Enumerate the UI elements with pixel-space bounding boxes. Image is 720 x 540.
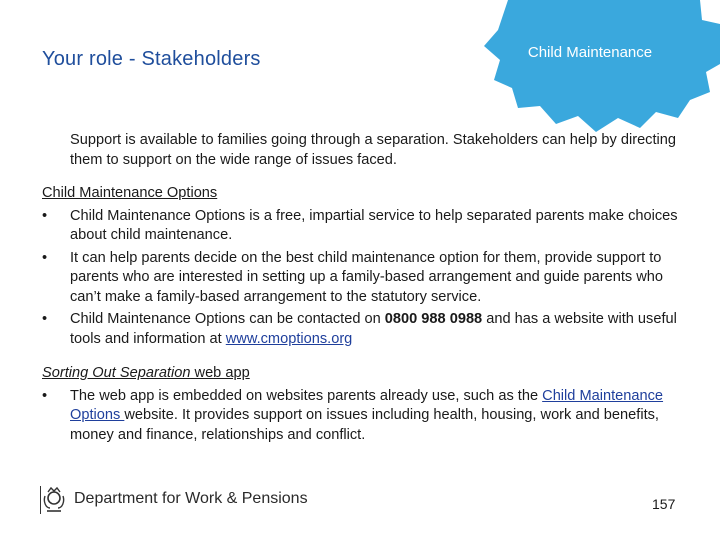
sos-heading [42,364,692,384]
list-item [42,387,692,446]
list-item [42,310,692,349]
sos-heading-rest: web app [190,365,250,381]
gear-shape [478,0,720,132]
bullet-text: Child Maintenance Options is a free, impartial service to help separated parents make choices about child maintenance. [70,207,678,243]
list-item [42,249,692,308]
bullet-text [70,310,692,349]
bullet-text-part: and has a website with useful tools and information at [70,311,677,347]
cmoptions-link[interactable]: www.cmoptions.org [225,330,353,347]
bullet-icon: • [42,207,48,224]
bullet-text [70,387,692,446]
cmo-website-link[interactable]: Child Maintenance Options [70,387,664,423]
bullet-icon: • [42,387,48,404]
bullet-text-part: Child Maintenance Options can be contacted on [70,311,385,327]
child-maintenance-badge: Child Maintenance [527,44,653,61]
page-number: 157 [652,496,676,512]
sos-section [42,364,692,445]
bullet-text-part: website. It provides support on issues including health, housing, work and benefits, money and finance, relationships and conflict. [70,407,659,443]
cmo-section [42,184,692,349]
list-item [42,207,692,246]
page-title: Your role - Stakeholders [42,48,261,70]
bullet-text-part: The web app is embedded on websites parents already use, such as the [70,387,543,404]
bullet-text: It can help parents decide on the best child maintenance option for them, provide support to parents who are interested in setting up a family-based arrangement and guide parents who can’t make a family-based arrangement to the statutory service. [70,249,664,305]
sos-heading-title: Sorting Out Separation [42,365,191,381]
intro-paragraph: Support is available to families going through a separation. Stakeholders can help by directing them to support on the wide range of issues faced. [70,132,677,168]
bullet-icon: • [42,249,48,266]
department-name: Department for Work & Pensions [74,490,308,507]
royal-crest-icon [43,484,65,514]
phone-number: 0800 988 0988 [384,311,483,327]
footer-divider [40,486,41,514]
bullet-icon: • [42,311,48,327]
cmo-heading: Child Maintenance Options [42,185,218,201]
